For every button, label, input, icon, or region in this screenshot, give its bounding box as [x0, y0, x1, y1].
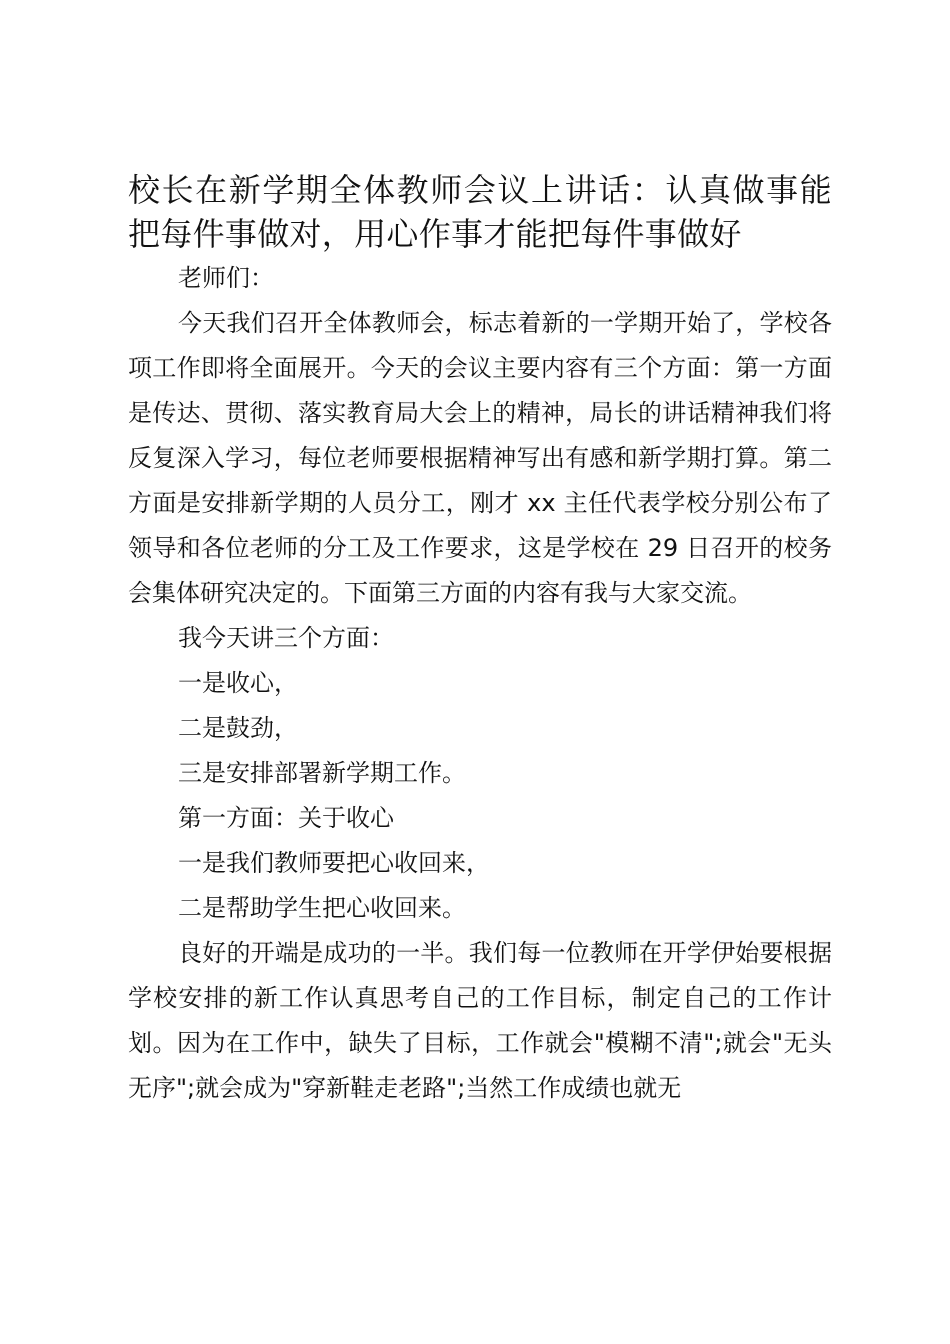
document-body	[128, 256, 832, 1111]
list-item: 二是帮助学生把心收回来。	[178, 894, 466, 922]
list-item: 一是我们教师要把心收回来，	[178, 849, 490, 877]
list-item: 二是鼓劲，	[178, 714, 298, 742]
document-title: 校长在新学期全体教师会议上讲话：认真做事能把每件事做对，用心作事才能把每件事做好	[128, 171, 832, 253]
paragraph-three-aspects: 我今天讲三个方面：	[178, 624, 394, 652]
paragraph-good-start: 良好的开端是成功的一半。我们每一位教师在开学伊始要根据学校安排的新工作认真思考自己的工作目标，制定自己的工作计划。因为在工作中，缺失了目标，工作就会"模糊不清";就会"无头无序";就会成为"穿新鞋走老路";当然工作成绩也就无	[128, 939, 832, 1102]
list-item: 一是收心，	[178, 669, 298, 697]
salutation: 老师们：	[178, 264, 274, 292]
list-item: 三是安排部署新学期工作。	[178, 759, 466, 787]
section-heading: 第一方面：关于收心	[178, 804, 394, 832]
paragraph-intro: 今天我们召开全体教师会，标志着新的一学期开始了，学校各项工作即将全面展开。今天的会议主要内容有三个方面：第一方面是传达、贯彻、落实教育局大会上的精神，局长的讲话精神我们将反复深入学习，每位老师要根据精神写出有感和新学期打算。第二方面是安排新学期的人员分工，刚才 xx 主任代表学校分别公布了领导和各位老师的分工及工作要求，这是学校在 29 日召开的校务会集体研究决定的。下面第三方面的内容有我与大家交流。	[128, 309, 832, 607]
